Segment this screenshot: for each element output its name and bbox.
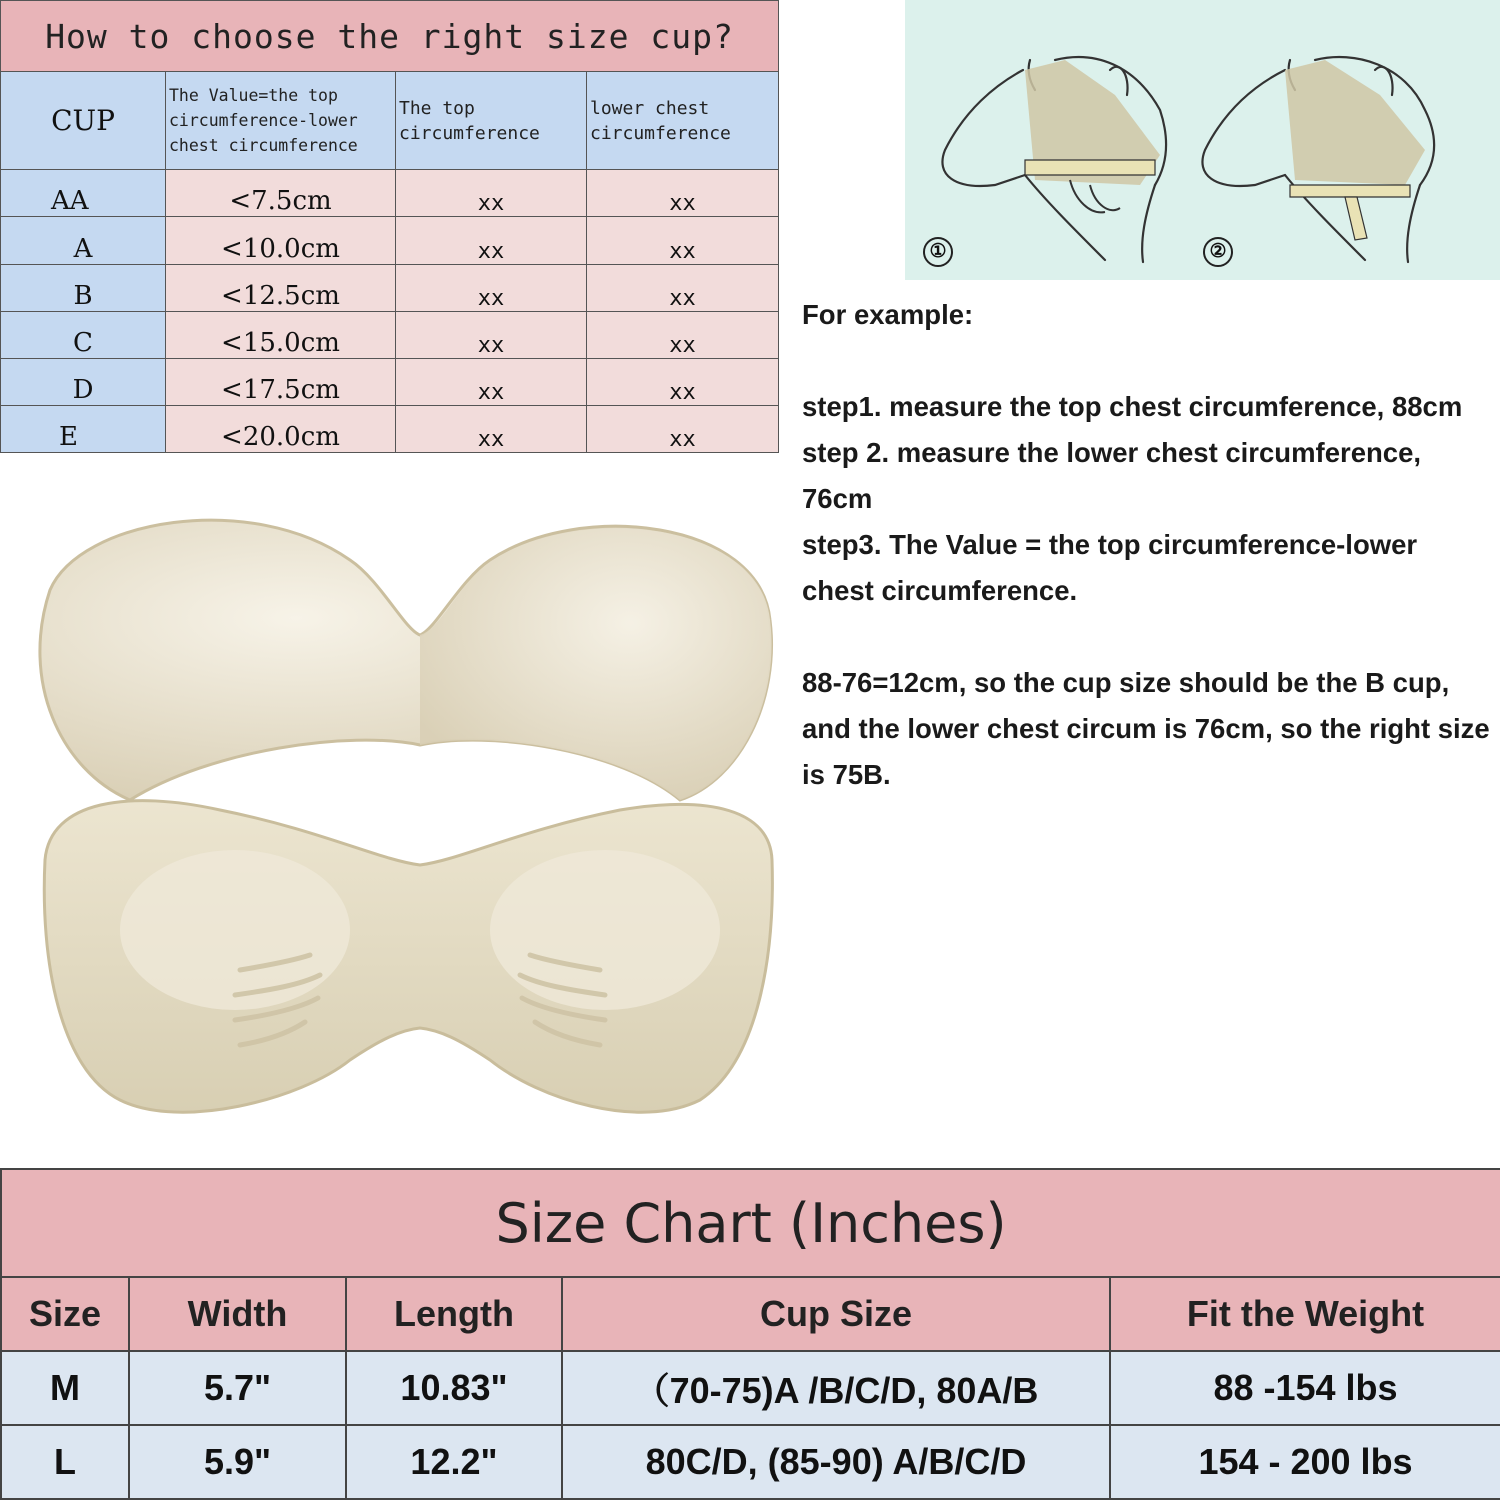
value-cell: <20.0cm	[166, 405, 396, 452]
measuring-figures-icon	[905, 0, 1500, 280]
table-row	[1, 358, 779, 405]
example-instructions	[802, 292, 1492, 798]
value-cell: <12.5cm	[166, 264, 396, 311]
lower-cell: xx	[587, 170, 779, 217]
product-photo	[20, 500, 790, 1140]
cup-cell: D	[1, 358, 166, 405]
cup-cell: C	[1, 311, 166, 358]
example-heading: For example:	[802, 299, 974, 330]
size-cell: L	[1, 1425, 129, 1499]
cup-table-header	[1, 72, 779, 170]
size-cell: M	[1, 1351, 129, 1425]
top-cell: xx	[396, 405, 587, 452]
header-width: Width	[129, 1277, 346, 1351]
value-cell: <10.0cm	[166, 217, 396, 264]
table-row	[1, 405, 779, 452]
value-cell: <17.5cm	[166, 358, 396, 405]
header-top: The top circumference	[396, 72, 587, 170]
cup-cell: E	[1, 405, 166, 452]
cup-cell: B	[1, 264, 166, 311]
size-chart-title: Size Chart (Inches)	[1, 1169, 1500, 1277]
step-2-badge: ②	[1203, 237, 1233, 267]
table-row	[1, 311, 779, 358]
size-chart-table	[0, 1168, 1500, 1500]
cup-size-table	[0, 0, 779, 453]
top-cell: xx	[396, 311, 587, 358]
example-step-3: step3. The Value = the top circumference-lower chest circumference.	[802, 529, 1418, 606]
cup-cell: AA	[1, 170, 166, 217]
example-step-2: step 2. measure the lower chest circumference, 76cm	[802, 437, 1422, 514]
width-cell: 5.7"	[129, 1351, 346, 1425]
header-value: The Value=the top circumference-lower chest circumference	[166, 72, 396, 170]
cup-size-cell: 80C/D, (85-90) A/B/C/D	[562, 1425, 1110, 1499]
bra-pad-icon	[20, 500, 790, 1140]
table-row	[1, 1425, 1500, 1499]
size-chart-header	[1, 1277, 1500, 1351]
cup-size-cell: （70-75)A /B/C/D, 80A/B	[562, 1351, 1110, 1425]
table-row	[1, 1351, 1500, 1425]
step-1-badge: ①	[923, 237, 953, 267]
header-cup: CUP	[1, 72, 166, 170]
example-conclusion: 88-76=12cm, so the cup size should be the B cup, and the lower chest circum is 76cm, so the right size is 75B.	[802, 667, 1490, 790]
header-fit-weight: Fit the Weight	[1110, 1277, 1500, 1351]
header-cup-size: Cup Size	[562, 1277, 1110, 1351]
value-cell: <7.5cm	[166, 170, 396, 217]
lower-cell: xx	[587, 217, 779, 264]
top-cell: xx	[396, 264, 587, 311]
top-cell: xx	[396, 170, 587, 217]
top-cell: xx	[396, 217, 587, 264]
length-cell: 10.83"	[346, 1351, 562, 1425]
cup-table-title: How to choose the right size cup?	[1, 1, 779, 72]
example-step-1: step1. measure the top chest circumference, 88cm	[802, 391, 1463, 422]
measuring-illustration	[905, 0, 1500, 280]
top-cell: xx	[396, 358, 587, 405]
header-length: Length	[346, 1277, 562, 1351]
width-cell: 5.9"	[129, 1425, 346, 1499]
table-row	[1, 264, 779, 311]
table-row	[1, 170, 779, 217]
table-row	[1, 217, 779, 264]
weight-cell: 154 - 200 lbs	[1110, 1425, 1500, 1499]
lower-cell: xx	[587, 405, 779, 452]
header-size: Size	[1, 1277, 129, 1351]
value-cell: <15.0cm	[166, 311, 396, 358]
lower-cell: xx	[587, 264, 779, 311]
lower-cell: xx	[587, 311, 779, 358]
length-cell: 12.2"	[346, 1425, 562, 1499]
cup-cell: A	[1, 217, 166, 264]
lower-cell: xx	[587, 358, 779, 405]
header-lower: lower chest circumference	[587, 72, 779, 170]
weight-cell: 88 -154 lbs	[1110, 1351, 1500, 1425]
